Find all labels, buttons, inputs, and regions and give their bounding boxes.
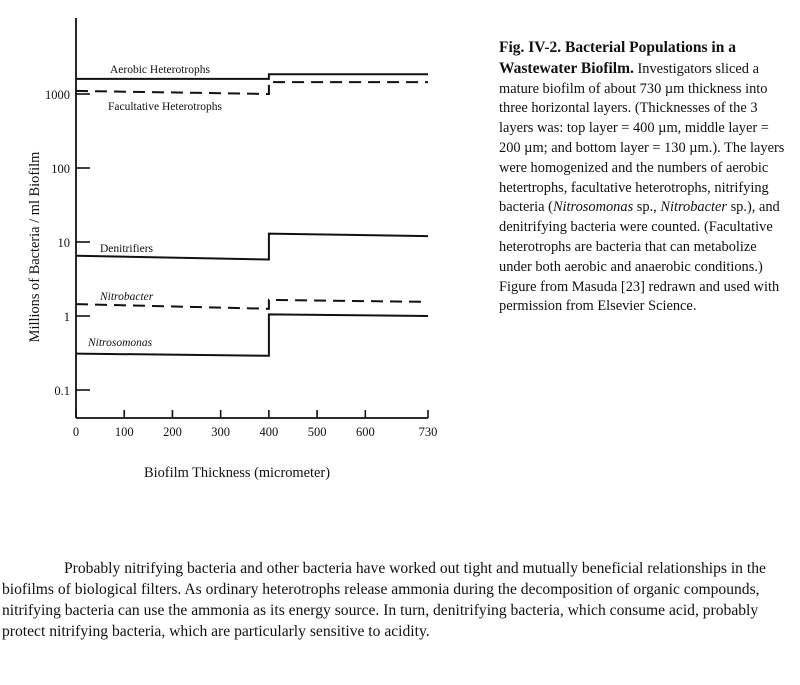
x-tick-label: 730 [418,425,438,439]
series-label: Aerobic Heterotrophs [110,64,210,76]
y-tick-label: 1000 [45,88,70,102]
x-tick-label: 0 [72,425,80,439]
caption-species-2: Nitrobacter [660,199,727,216]
caption-title: Fig. IV-2. Bacterial Populations in a Wastewater Biofilm. [499,39,736,77]
x-axis-label: Biofilm Thickness (micrometer) [144,465,330,481]
y-tick-label: 0.1 [54,384,70,398]
caption-text-1: Investigators sliced a mature biofilm of about 730 µm thickness into three horizontal layers. (Thicknesses of the 3 layers was: top layer = 400 µm, middle layer = 200 µm; and bottom layer = 130 µm.). The layers were homogenized and the numbers of aerobic hetertrophs, facultative heterotrophs, nitrifying bacteria ( [499,60,785,216]
y-axis-label: Millions of Bacteria / ml Biofilm [27,151,43,343]
caption-text-2: sp., [633,199,661,216]
series-line-nitrosomonas [76,314,428,355]
series-label: Denitrifiers [100,243,154,255]
y-ticks [45,88,90,398]
x-tick-label: 300 [211,425,231,439]
y-tick-label: 10 [57,236,70,250]
x-tick-label: 200 [163,425,182,439]
caption-text-3: sp.), and denitrifying bacteria were counted. (Facultative heterotrophs are bacteria that can metabolize under both aerobic and anaerobic conditions.) Figure from Masuda [23] redrawn and used with permission from Elsevier Science. [499,199,780,315]
series-label: Nitrosomonas [88,337,153,349]
series-label: Facultative Heterotrophs [108,101,223,113]
x-tick-label: 400 [259,425,279,439]
y-tick-label: 100 [51,162,70,176]
series-label: Nitrobacter [100,291,154,303]
y-tick-label: 1 [63,310,70,324]
x-tick-label: 600 [355,425,375,439]
x-ticks [73,410,438,439]
body-paragraph [0,558,800,642]
series-group [76,64,428,356]
x-tick-label: 500 [307,425,327,439]
body-paragraph-text: Probably nitrifying bacteria and other bacteria have worked out tight and mutually beneficial relationships in the biofilms of biological filters. As ordinary heterotrophs release ammonia during the decomposition of organic compounds, nitrifying bacteria can use the ammonia as its energy source. In turn, denitrifying bacteria, which consume acid, probably protect nitrifying bacteria, which are particularly sensitive to acidity. [2,560,766,640]
caption-species-1: Nitrosomonas [552,199,634,216]
bacteria-population-chart [0,0,490,500]
figure-caption [499,38,789,317]
x-tick-label: 100 [114,425,134,439]
series-line-facultative-heterotrophs [76,82,428,94]
